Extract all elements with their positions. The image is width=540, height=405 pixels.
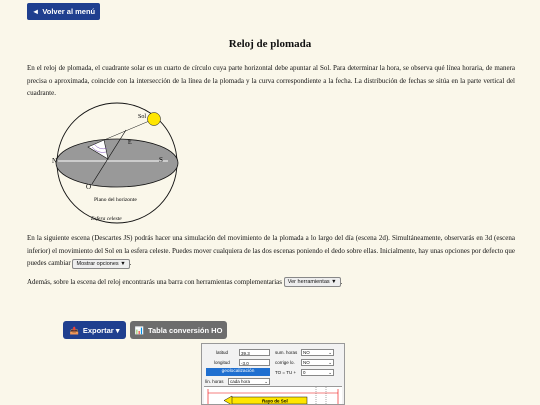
longitude-label: longitud <box>214 360 230 365</box>
export-icon: 📤 <box>69 325 79 335</box>
sun-label: Sol <box>138 114 147 120</box>
summer-hours-select[interactable] <box>301 349 334 356</box>
latitude-input[interactable]: 39.3 <box>239 349 270 356</box>
correct-longitude-value: NO <box>303 360 310 365</box>
sundial-simulation-applet[interactable] <box>201 343 345 405</box>
summer-hours-value: NO <box>303 350 310 355</box>
north-label: N <box>52 157 58 165</box>
celestial-sphere-label: Esfera celeste <box>91 216 122 222</box>
time-offset-label: TO = TU + <box>275 370 297 375</box>
hour-lines-value: cada hora <box>230 379 251 384</box>
simulation-paragraph: En la siguiente escena (Descartes JS) podrás hacer una simulación del movimiento de la plomada a lo largo del día (escena 2d). Simultáneamente, observarás en 3d (escena inferior) el movimiento del Sol en la esfera celeste. Puedes mover cualquiera de las dos escenas poniendo el dedo sobre ellas. Inicialmente, hay unas opciones por defecto que puedes cambiar Mostrar opciones ▼ . <box>27 234 515 268</box>
celestial-sphere-diagram <box>44 102 184 226</box>
south-label: S <box>159 156 163 164</box>
west-label: O <box>86 183 92 191</box>
summer-hours-label: sum. horas <box>275 350 298 355</box>
correct-longitude-select[interactable] <box>301 359 334 366</box>
sun-ray <box>104 119 154 140</box>
sundial-plot[interactable] <box>204 386 342 405</box>
time-offset-value: 0 <box>303 370 306 375</box>
table-icon: 📊 <box>134 325 144 335</box>
chevron-down-icon: ⌄ <box>328 370 332 375</box>
plot-svg <box>204 387 342 405</box>
sun-ray-arrow-icon <box>224 396 232 405</box>
tools-paragraph-text: Además, sobre la escena del reloj encontrarás una barra con herramientas complementarias <box>27 278 282 286</box>
back-arrow-icon: ◄ <box>31 7 40 16</box>
hour-lines-label: lín. horas <box>205 379 224 384</box>
latitude-label: latitud <box>216 350 229 355</box>
conversion-table-label: Tabla conversión HO <box>147 325 223 335</box>
show-tools-button[interactable]: Ver herramientas ▼ <box>284 277 341 287</box>
back-button-label: Volver al menú <box>42 7 96 16</box>
correct-longitude-label: corrige lo. <box>275 360 295 365</box>
export-button[interactable] <box>63 321 126 339</box>
conversion-table-button[interactable] <box>130 321 227 339</box>
page-title: Reloj de plomada <box>228 38 312 50</box>
export-button-label: Exportar ▾ <box>82 325 120 335</box>
sun-icon <box>148 113 161 126</box>
east-label: E <box>128 140 132 146</box>
chevron-down-icon: ⌄ <box>328 350 332 355</box>
time-offset-select[interactable] <box>301 369 334 376</box>
back-to-menu-button[interactable] <box>27 3 100 20</box>
horizon-plane-label: Plano del horizonte <box>94 197 137 203</box>
geolocation-button[interactable]: geolocalización <box>206 368 270 376</box>
longitude-input[interactable]: -3.0 <box>239 359 270 366</box>
simulation-paragraph-text: En la siguiente escena (Descartes JS) podrás hacer una simulación del movimiento de la plomada a lo largo del día (escena 2d). Simultáneamente, observarás en 3d (escena inferior) el movimiento del Sol en la esfera celeste. Puedes mover cualquiera de las dos escenas poniendo el dedo sobre ellas. Inicialmente, hay unas opciones por defecto que puedes cambiar <box>27 234 515 268</box>
chevron-down-icon: ⌄ <box>328 360 332 365</box>
sun-ray-label: Rayo de Sol <box>262 398 288 404</box>
show-options-button[interactable]: Mostrar opciones ▼ <box>72 259 129 269</box>
hour-lines-select[interactable] <box>228 378 270 385</box>
chevron-down-icon: ⌄ <box>264 379 268 384</box>
tools-paragraph: Además, sobre la escena del reloj encontrarás una barra con herramientas complementarias Ver herramientas ▼ . <box>27 278 343 286</box>
intro-paragraph: En el reloj de plomada, el cuadrante solar es un cuarto de círculo cuya parte horizontal debe apuntar al Sol. Para determinar la hora, se observa qué línea horaria, de manera precisa o aproximada, coincide con la intersección de la línea de la plomada y la curva correspondiente a la fecha. La distribución de fechas se sitúa en la parte vertical del cuadrante. <box>27 64 515 98</box>
